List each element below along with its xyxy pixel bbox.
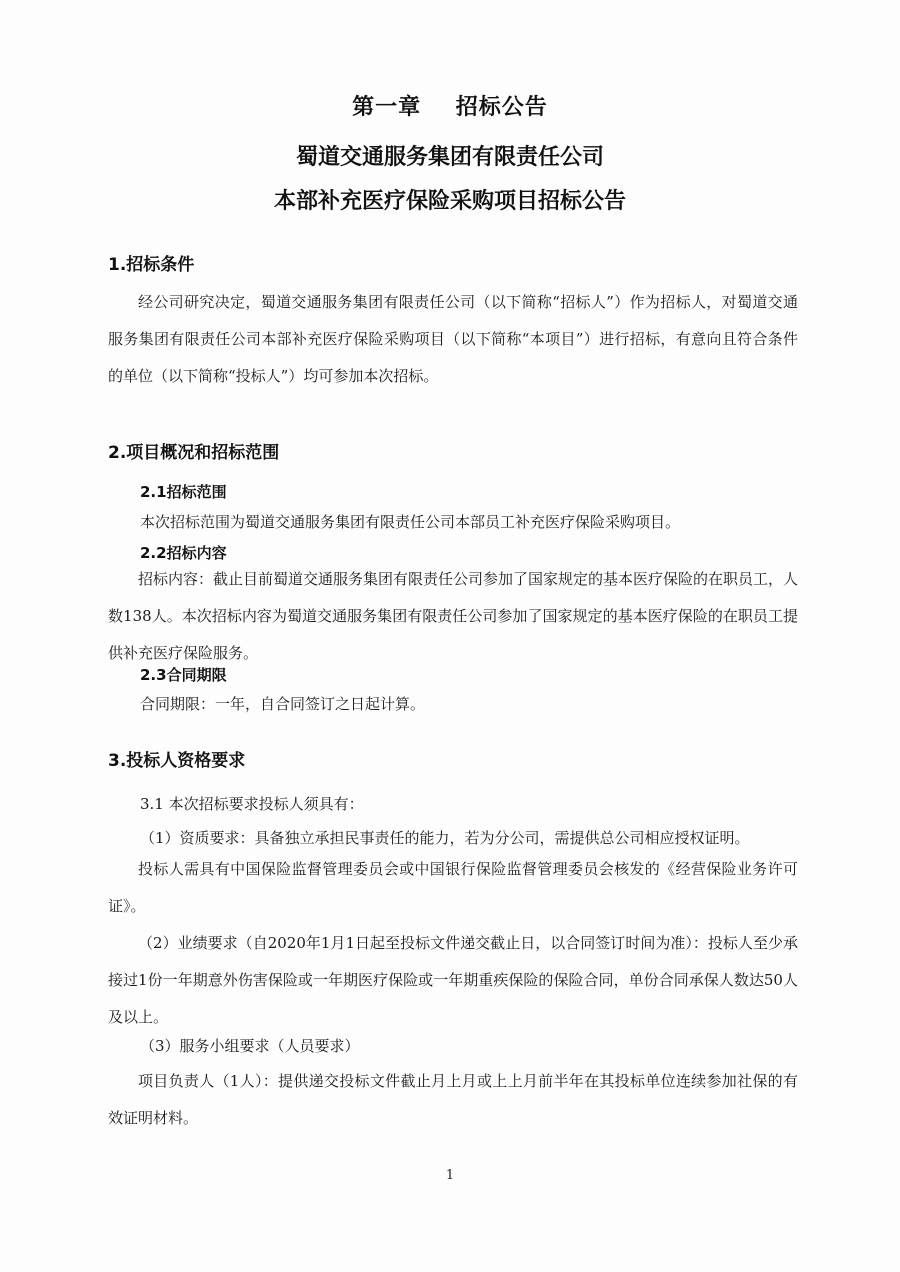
section-2-2-text: 招标内容：截止目前蜀道交通服务集团有限责任公司参加了国家规定的基本医疗保险的在职员工，人数138人。本次招标内容为蜀道交通服务集团有限责任公司参加了国家规定的基本医疗保险的在职员工提供补充医疗保险服务。 [108, 570, 799, 662]
chapter-title: 第一章 招标公告 [352, 95, 548, 120]
requirement-3: （3）服务小组要求（人员要求） [140, 1037, 360, 1055]
section-2-1-heading: 2.1招标范围 [140, 483, 227, 501]
section-3-1-intro: 3.1 本次招标要求投标人须具有： [140, 795, 364, 813]
requirement-2: （2）业绩要求（自2020年1月1日起至投标文件递交截止日，以合同签订时间为准）：投标人至少承接过1份一年期意外伤害保险或一年期医疗保险或一年期重疾保险的保险合同，单份合同承保人数达50人及以上。 [108, 934, 798, 1026]
section-1-text: 经公司研究决定，蜀道交通服务集团有限责任公司（以下简称“招标人”）作为招标人，对蜀道交通服务集团有限责任公司本部补充医疗保险采购项目（以下简称“本项目”）进行招标，有意向且符合条件的单位（以下简称“投标人”）均可参加本次招标。 [108, 293, 798, 385]
section-2-heading: 2.项目概况和招标范围 [108, 443, 280, 463]
section-2-3-heading: 2.3合同期限 [140, 666, 227, 684]
page-number: 1 [445, 1168, 455, 1183]
requirement-1-extra: 投标人需具有中国保险监督管理委员会或中国银行保险监督管理委员会核发的《经营保险业务许可证》。 [108, 860, 798, 915]
requirement-1: （1）资质要求：具备独立承担民事责任的能力，若为分公司，需提供总公司相应授权证明。 [140, 829, 750, 847]
section-2-2-heading: 2.2招标内容 [140, 544, 227, 562]
company-title: 蜀道交通服务集团有限责任公司 [295, 145, 604, 170]
section-3-heading: 3.投标人资格要求 [108, 751, 246, 771]
section-2-3-text: 合同期限：一年，自合同签订之日起计算。 [140, 695, 426, 713]
section-2-1-text: 本次招标范围为蜀道交通服务集团有限责任公司本部员工补充医疗保险采购项目。 [140, 513, 681, 531]
section-1-heading: 1.招标条件 [108, 255, 195, 275]
notice-title: 本部补充医疗保险采购项目招标公告 [273, 189, 626, 214]
requirement-3-text: 项目负责人（1人）：提供递交投标文件截止月上月或上上月前半年在其投标单位连续参加社保的有效证明材料。 [108, 1072, 798, 1127]
